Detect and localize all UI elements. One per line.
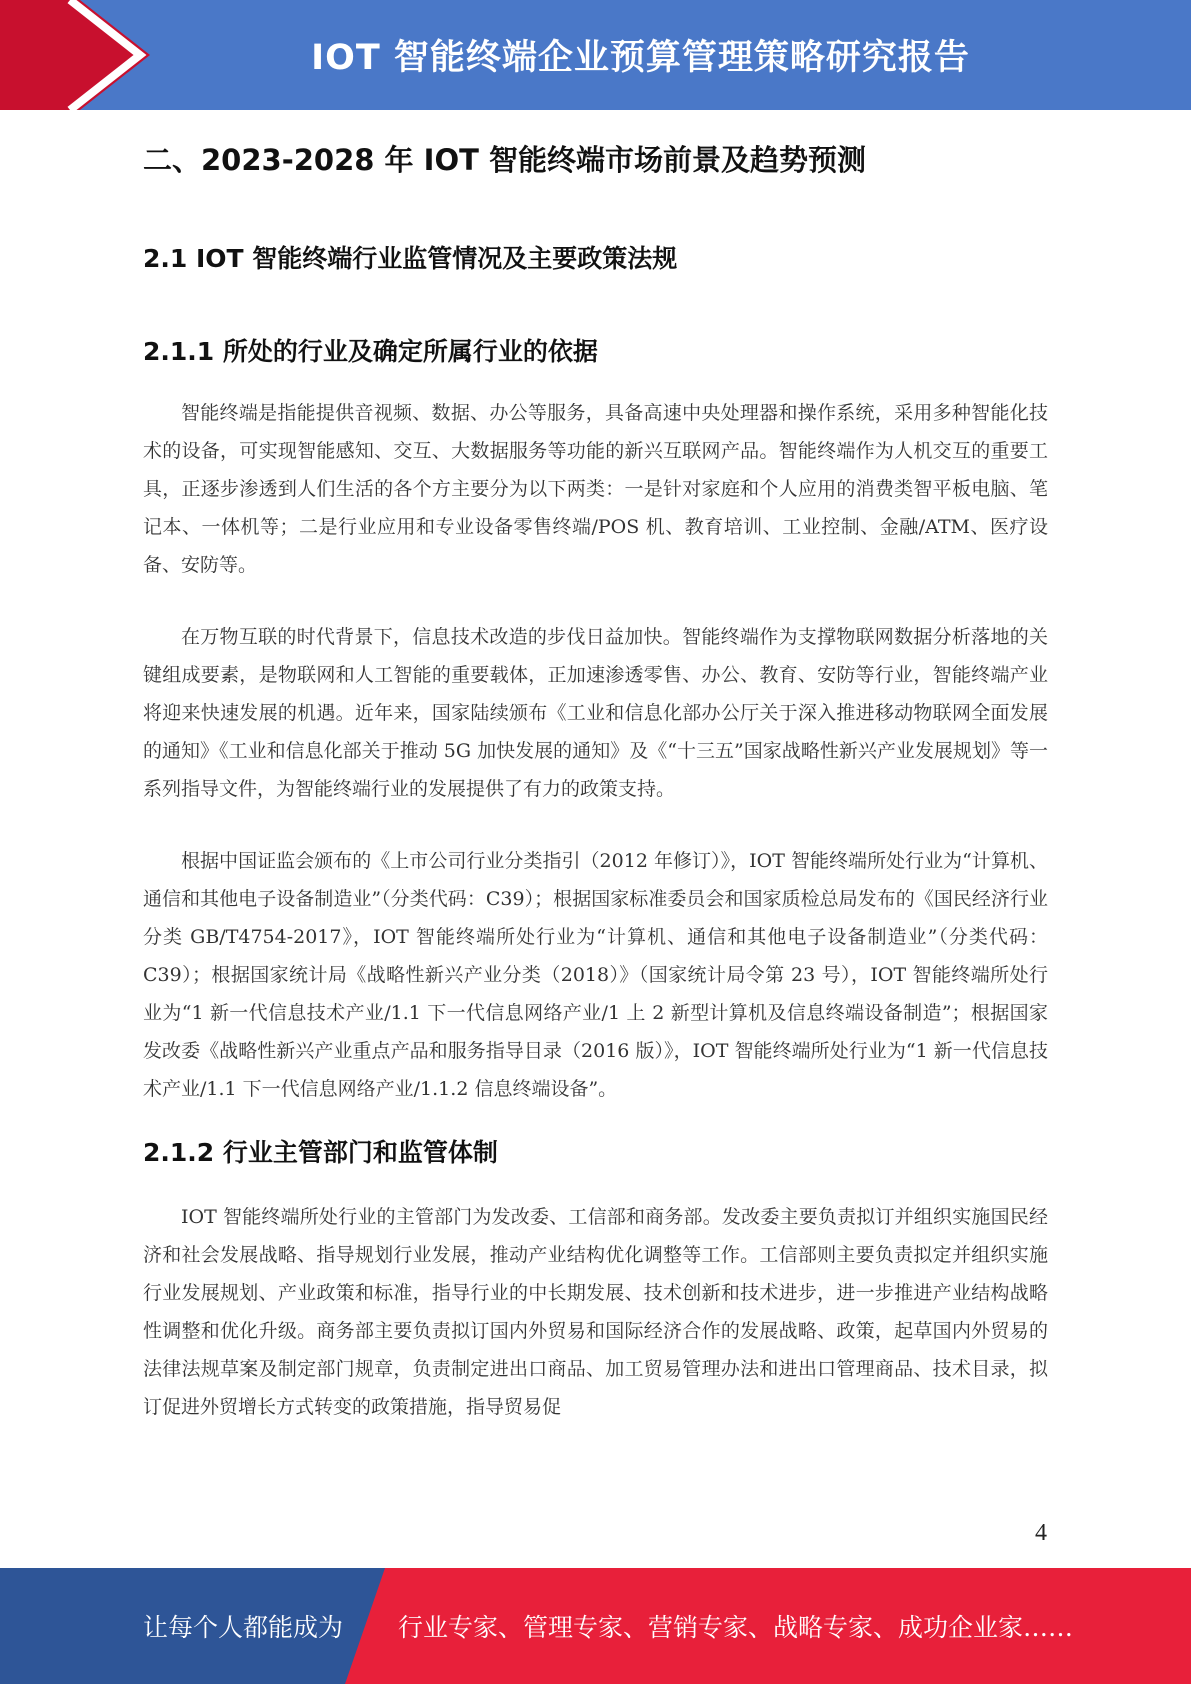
header-chevron-shape <box>0 0 150 110</box>
paragraph-4: IOT 智能终端所处行业的主管部门为发改委、工信部和商务部。发改委主要负责拟订并组织实施国民经济和社会发展战略、指导规划行业发展，推动产业结构优化调整等工作。工信部则主要负责拟定并组织实施行业发展规划、产业政策和标准，指导行业的中长期发展、技术创新和技术进步，进一步推进产业结构战略性调整和优化升级。商务部主要负责拟订国内外贸易和国际经济合作的发展战略、政策，起草国内外贸易的法律法规草案及制定部门规章，负责制定进出口商品、加工贸易管理办法和进出口管理商品、技术目录，拟订促进外贸增长方式转变的政策措施，指导贸易促 <box>143 1206 1048 1418</box>
footer-slogan-left: 让每个人都能成为 <box>143 1613 344 1642</box>
page-number: 4 <box>1035 1520 1047 1546</box>
document-body <box>143 130 1048 1426</box>
report-title: IOT 智能终端企业预算管理策略研究报告 <box>311 38 970 78</box>
paragraph-1: 智能终端是指能提供音视频、数据、办公等服务，具备高速中央处理器和操作系统，采用多种智能化技术的设备，可实现智能感知、交互、大数据服务等功能的新兴互联网产品。智能终端作为人机交互的重要工具，正逐步渗透到人们生活的各个方主要分为以下两类：一是针对家庭和个人应用的消费类智平板电脑、笔记本、一体机等；二是行业应用和专业设备零售终端/POS 机、教育培训、工业控制、金融/ATM、医疗设备、安防等。 <box>143 402 1048 576</box>
footer-slogan-right: 行业专家、管理专家、营销专家、战略专家、成功企业家…… <box>398 1613 1074 1642</box>
subsection-heading-2: 2.1.2 行业主管部门和监管体制 <box>143 1138 498 1167</box>
subsection-heading-1: 2.1.1 所处的行业及确定所属行业的依据 <box>143 337 598 366</box>
paragraph-2: 在万物互联的时代背景下，信息技术改造的步伐日益加快。智能终端作为支撑物联网数据分析落地的关键组成要素，是物联网和人工智能的重要载体，正加速渗透零售、办公、教育、安防等行业，智能终端产业将迎来快速发展的机遇。近年来，国家陆续颁布《工业和信息化部办公厅关于深入推进移动物联网全面发展的通知》《工业和信息化部关于推动 5G 加快发展的通知》及《“十三五”国家战略性新兴产业发展规划》等一系列指导文件，为智能终端行业的发展提供了有力的政策支持。 <box>143 626 1048 800</box>
chapter-heading: 二、2023-2028 年 IOT 智能终端市场前景及趋势预测 <box>143 143 866 177</box>
page-header <box>0 0 1191 110</box>
page-footer <box>0 1568 1191 1684</box>
paragraph-3: 根据中国证监会颁布的《上市公司行业分类指引（2012 年修订）》，IOT 智能终端所处行业为“计算机、通信和其他电子设备制造业”（分类代码：C39）；根据国家标准委员会和国家质检总局发布的《国民经济行业分类 GB/T4754-2017》，IOT 智能终端所处行业为“计算机、通信和其他电子设备制造业”（分类代码：C39）；根据国家统计局《战略性新兴产业分类（2018）》（国家统计局令第 23 号），IOT 智能终端所处行业为“1 新一代信息技术产业/1.1 下一代信息网络产业/1 上 2 新型计算机及信息终端设备制造”；根据国家发改委《战略性新兴产业重点产品和服务指导目录（2016 版）》，IOT 智能终端所处行业为“1 新一代信息技术产业/1.1 下一代信息网络产业/1.1.2 信息终端设备”。 <box>143 850 1048 1100</box>
section-heading: 2.1 IOT 智能终端行业监管情况及主要政策法规 <box>143 244 678 273</box>
